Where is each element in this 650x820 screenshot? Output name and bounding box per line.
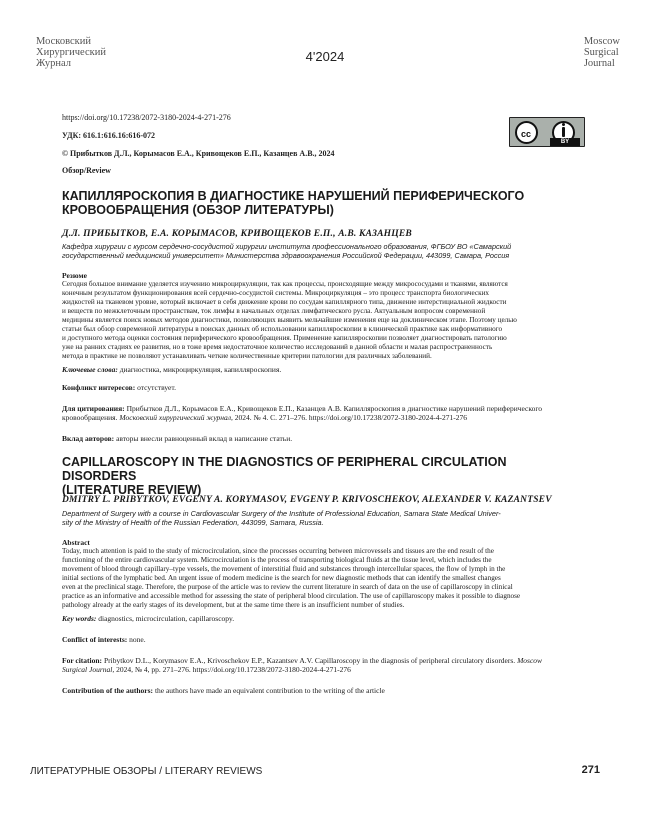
- logo-ru-line-2: Хирургический: [36, 47, 106, 58]
- contribution-value-en: the authors have made an equivalent contribution to the writing of the article: [153, 686, 385, 695]
- license-by-label: BY: [550, 138, 580, 146]
- page-number: 271: [581, 764, 600, 776]
- copyright-line: © Прибытков Д.Л., Корымасов Е.А., Кривощеков Е.П., Казанцев А.В., 2024: [62, 149, 335, 158]
- issue-number: 4'2024: [305, 49, 345, 64]
- citation-journal-ru: Московский хирургический журнал,: [119, 413, 233, 422]
- citation-label-ru: Для цитирования:: [62, 404, 125, 413]
- journal-logo-en: [584, 36, 620, 69]
- article-title-en: [62, 455, 582, 497]
- logo-ru-line-3: Журнал: [36, 58, 72, 69]
- citation-journal-en-2: Surgical Journal,: [62, 665, 115, 674]
- abstract-ru-line: и веществ по межклеточным пространствам, ток лимфы в начальных отделах лимфатического русла. Актуальным вопросом современной: [62, 307, 486, 315]
- keywords-label-en: Key words:: [62, 614, 97, 623]
- abstract-ru-line: жидкостей на тканевом уровне, который включает в себя движение крови по сосудам капиллярного типа, движение интерстициальной жидкости: [62, 298, 507, 306]
- affiliation-ru: [62, 242, 596, 260]
- abstract-ru-line: конечным результатом функционирования всей сердечно-сосудистой системы. Микроциркуляция – это процесс транспорта биологических: [62, 289, 490, 297]
- title-ru-line-2: КРОВООБРАЩЕНИЯ (ОБЗОР ЛИТЕРАТУРЫ): [62, 203, 334, 217]
- logo-en-line-1: Moscow: [583, 36, 620, 47]
- citation-ru-line-2a: кровообращения.: [62, 413, 120, 422]
- abstract-en-line: initial sections of the lymphatic bed. An urgent issue of modern medicine is the search for new diagnostic methods that can identify the smallest changes: [62, 574, 501, 582]
- title-ru-line-1: КАПИЛЛЯРОСКОПИЯ В ДИАГНОСТИКЕ НАРУШЕНИЙ ПЕРИФЕРИЧЕСКОГО: [62, 189, 525, 203]
- contribution-ru: [62, 434, 596, 443]
- abstract-ru-line: уже на ранних стадиях ее развития, но в тоже время недостаточное количество исследований в данной области и малая распространенность: [62, 343, 493, 351]
- keywords-ru: [62, 365, 596, 374]
- citation-en-line-2b[interactable]: 2024, № 4, pp. 271–276. https://doi.org/10.17238/2072-3180-2024-4-271-276: [114, 665, 351, 674]
- conflict-value-ru: отсутствует.: [135, 383, 176, 392]
- conflict-value-en: none.: [127, 635, 146, 644]
- conflict-en: [62, 635, 596, 644]
- creative-commons-icon: cc: [515, 121, 538, 144]
- keywords-value-en: diagnostics, microcirculation, capillaroscopy.: [96, 614, 235, 623]
- section-footer: ЛИТЕРАТУРНЫЕ ОБЗОРЫ / LITERARY REVIEWS: [30, 766, 263, 777]
- citation-en: [62, 656, 602, 674]
- conflict-label-en: Conflict of interests:: [62, 635, 128, 644]
- logo-en-line-3: Journal: [583, 58, 615, 69]
- keywords-label-ru: Ключевые слова:: [62, 365, 118, 374]
- article-type: Обзор/Review: [62, 166, 111, 175]
- logo-en-line-2: Surgical: [583, 47, 619, 58]
- doi-link[interactable]: https://doi.org/10.17238/2072-3180-2024-4-271-276: [62, 113, 231, 122]
- abstract-ru-line: статьи был обзор современной литературы в поисках данных об использовании капилляроскопии в клинической практике как информативного: [62, 325, 503, 333]
- abstract-en-line: pathology already at the early stages of its development, but at the same time there is an insufficient number of studies.: [62, 601, 405, 609]
- affiliation-ru-line-1: Кафедра хирургии с курсом сердечно-сосудистой хирургии института профессионального образования, ФГБОУ ВО «Самарский: [62, 242, 512, 251]
- abstract-ru: [62, 280, 596, 361]
- abstract-ru-line: и доступного метода оценки состояния периферического кровообращения. Применение капилляроскопии позволяет диагностировать патологию: [62, 334, 507, 342]
- abstract-en-line: practice as an informative and accessible method for assessing the state of peripheral blood circulation. The use of capillaroscopy makes it possible to diagnose: [62, 592, 521, 600]
- citation-journal-en-1: Moscow: [517, 656, 543, 665]
- abstract-en-line: functioning of the entire cardiovascular system. Microcirculation is the process of transporting biological fluids at the tissue level, which includes the: [62, 556, 492, 564]
- abstract-label-ru: Резюме: [62, 271, 87, 280]
- abstract-en-line: even at the preclinical stage. Therefore, the purpose of the article was to review the current literature in search of data on the use of capillaroscopy in clinical: [62, 583, 513, 591]
- article-title-ru: [62, 189, 582, 217]
- citation-ru-line-2b[interactable]: 2024. № 4. С. 271–276. https://doi.org/10.17238/2072-3180-2024-4-271-276: [232, 413, 468, 422]
- citation-ru-line-1: Прибытков Д.Л., Корымасов Е.А., Кривощеков Е.П., Казанцев А.В. Капилляроскопия в диагностике нарушений периферического: [124, 404, 543, 413]
- keywords-en: [62, 614, 596, 623]
- affiliation-en-line-1: Department of Surgery with a course in Cardiovascular Surgery of the Institute of Professional Education, Samara State Medical Univer-: [62, 509, 501, 518]
- citation-en-line-1: Pribytkov D.L., Korymasov E.A., Krivoschekov E.P., Kazantsev A.V. Capillaroscopy in the diagnosis of peripheral circulatory disorders.: [102, 656, 518, 665]
- authors-ru: Д.Л. ПРИБЫТКОВ, Е.А. КОРЫМАСОВ, КРИВОЩЕКОВ Е.П., А.В. КАЗАНЦЕВ: [62, 229, 412, 239]
- contribution-value-ru: авторы внесли равноценный вклад в написание статьи.: [114, 434, 293, 443]
- keywords-value-ru: диагностика, микроциркуляция, капилляроскопия.: [117, 365, 282, 374]
- title-en-line-2: (LITERATURE REVIEW): [62, 483, 202, 497]
- abstract-ru-line: метода в практике не позволяют устанавливать четкие количественные критерии патологии для различных заболеваний.: [62, 352, 432, 360]
- logo-ru-line-1: Московский: [36, 36, 91, 47]
- citation-ru: [62, 404, 596, 422]
- abstract-label-en: Abstract: [62, 538, 90, 547]
- conflict-label-ru: Конфликт интересов:: [62, 383, 136, 392]
- authors-en: DMITRY L. PRIBYTKOV, EVGENY A. KORYMASOV, EVGENY P. KRIVOSCHEKOV, ALEXANDER V. KAZANTSEV: [62, 495, 552, 505]
- affiliation-en-line-2: sity of the Ministry of Health of the Russian Federation, 443099, Samara, Russia.: [62, 518, 324, 527]
- abstract-en-line: movement of blood through capillary–type vessels, the movement of interstitial fluid and substances through intercellular spaces, the flow of lymph in the: [62, 565, 506, 573]
- abstract-ru-line: медицины является поиск новых методов диагностики, позволяющих выявить мельчайшие изменения еще на доклиническом этапе. Поэтому целью: [62, 316, 517, 324]
- abstract-ru-line: Сегодня большое внимание уделяется изучению микроциркуляции, так как процессы, происходящие между микрососудами и тканями, являются: [62, 280, 508, 288]
- title-en-line-1: CAPILLAROSCOPY IN THE DIAGNOSTICS OF PERIPHERAL CIRCULATION DISORDERS: [62, 455, 507, 483]
- affiliation-en: [62, 509, 596, 527]
- abstract-en-line: Today, much attention is paid to the study of microcirculation, since the processes occurring between microvessels and tissues are the end result of the: [62, 547, 494, 555]
- cc-by-license-badge[interactable]: [509, 117, 585, 147]
- citation-label-en: For citation:: [62, 656, 103, 665]
- udk-code: УДК: 616.1:616.16:616-072: [62, 131, 156, 140]
- contribution-label-ru: Вклад авторов:: [62, 434, 115, 443]
- abstract-en: [62, 547, 602, 610]
- contribution-label-en: Contribution of the authors:: [62, 686, 154, 695]
- conflict-ru: [62, 383, 596, 392]
- contribution-en: [62, 686, 596, 695]
- affiliation-ru-line-2: государственный медицинский университет» Министерства здравоохранения Российской Федерации, 443099, Самара, Россия: [62, 251, 510, 260]
